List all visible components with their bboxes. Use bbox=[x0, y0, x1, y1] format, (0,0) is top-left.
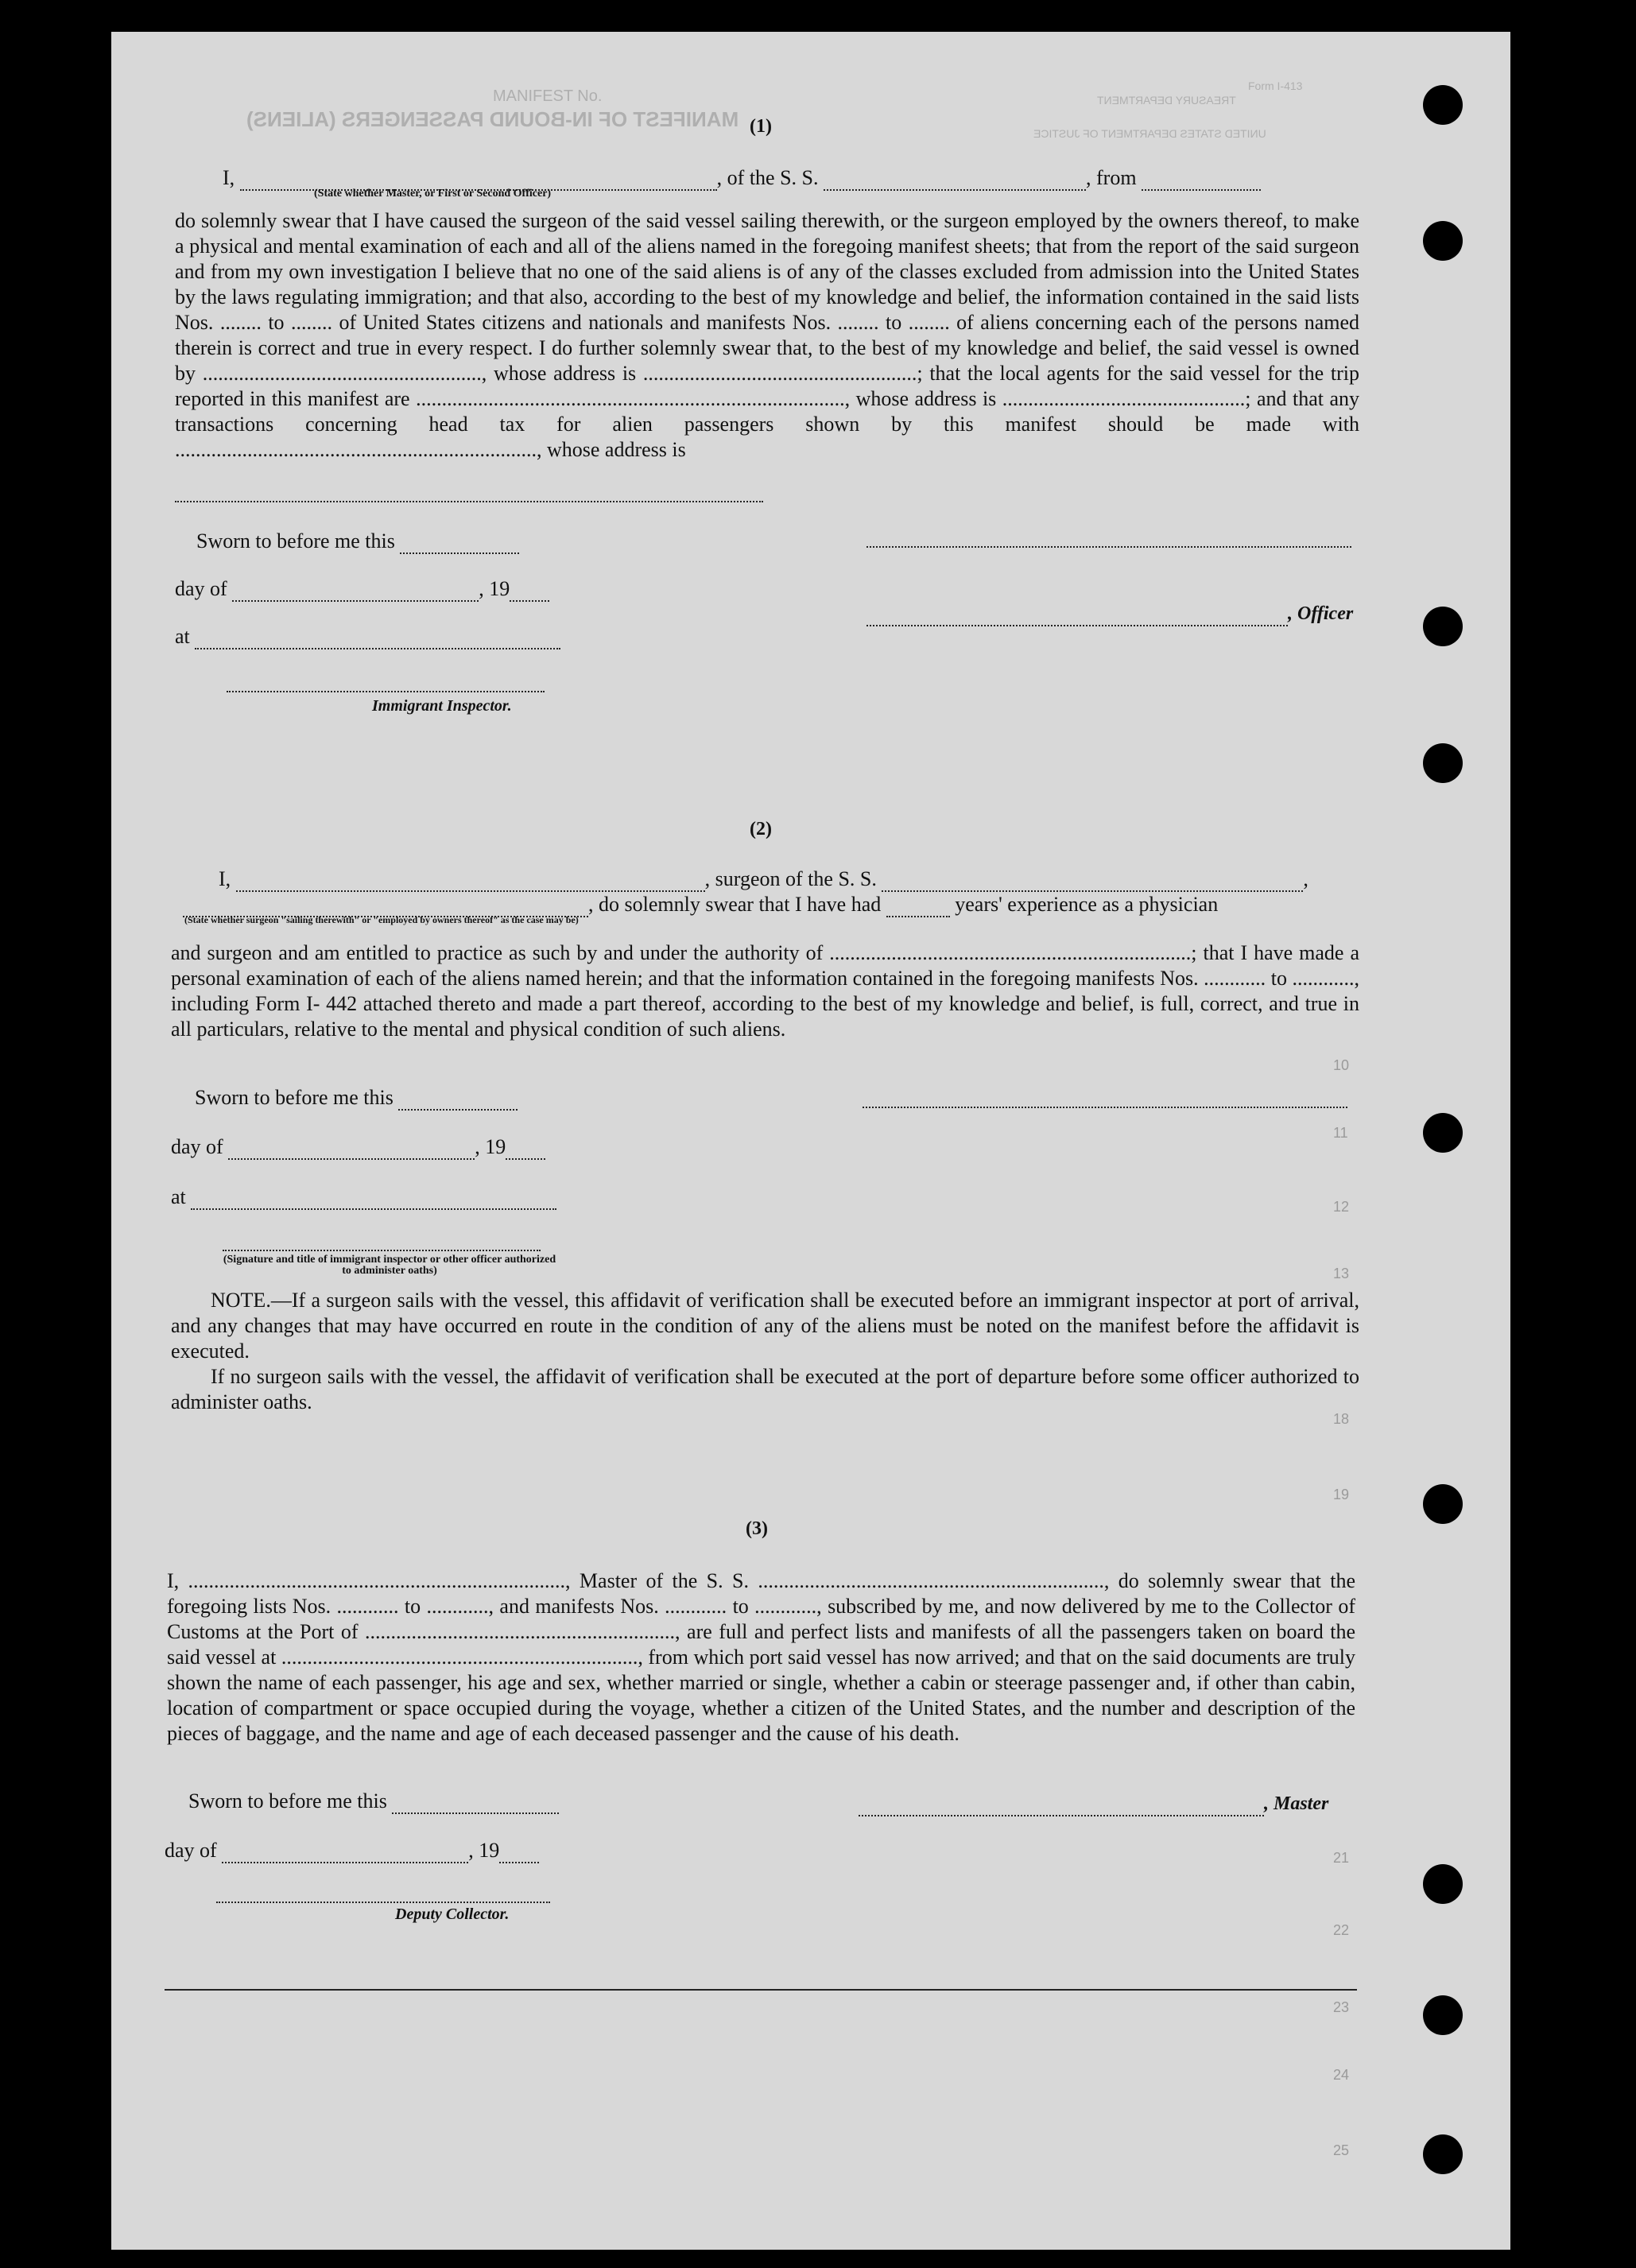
section-2-paragraph: and surgeon and am entitled to practice as such by and under the authority of ......................................................................; that I have made a personal examination of each of the aliens named herein; and that the information contained in the foregoing manifests Nos. ............ to ............, including Form I- 442 attached thereto and made a part thereof, according to the best of my knowledge and belief, is full, correct, and true in all particulars, relative to the mental and physical condition of such aliens. bbox=[171, 941, 1359, 1041]
section-3-number: (3) bbox=[746, 1518, 768, 1539]
s2-note-2: If no surgeon sails with the vessel, the affidavit of verification shall be executed at the port of departure before some officer authorized to administer oaths. bbox=[171, 1365, 1359, 1413]
binder-hole bbox=[1423, 1484, 1463, 1524]
bottom-rule bbox=[165, 1989, 1357, 1991]
s2-day-of: day of , 19 bbox=[171, 1134, 545, 1160]
s1-inspector-label: Immigrant Inspector. bbox=[372, 697, 512, 715]
s2-sworn: Sworn to before me this bbox=[195, 1085, 518, 1111]
s1-officer: , Officer bbox=[866, 600, 1353, 626]
s1-signature-line bbox=[866, 545, 1351, 548]
binder-hole bbox=[1423, 1864, 1463, 1904]
binder-hole bbox=[1423, 2134, 1463, 2174]
s1-from: , from bbox=[1086, 166, 1137, 189]
section-1-address-line bbox=[175, 499, 763, 502]
s3-sworn: Sworn to before me this bbox=[188, 1789, 559, 1814]
s3-day-of: day of , 19 bbox=[165, 1838, 539, 1863]
binder-hole bbox=[1423, 221, 1463, 261]
s3-deputy-label: Deputy Collector. bbox=[395, 1906, 510, 1923]
s1-inspector-line bbox=[227, 689, 545, 692]
s1-i: I, bbox=[223, 166, 235, 189]
binder-hole bbox=[1423, 607, 1463, 646]
justice-label: UNITED STATES DEPARTMENT OF JUSTICE bbox=[1033, 127, 1266, 140]
row-number: 23 bbox=[1333, 1999, 1350, 2015]
department-label: TREASURY DEPARTMENT bbox=[1097, 94, 1236, 107]
row-number: 12 bbox=[1333, 1199, 1350, 1215]
s3-master: , Master bbox=[859, 1790, 1328, 1816]
binder-hole bbox=[1423, 1113, 1463, 1153]
row-number: 19 bbox=[1333, 1487, 1350, 1502]
section-1-paragraph: do solemnly swear that I have caused the surgeon of the said vessel sailing therewith, or the surgeon employed by the owners thereof, to make a physical and mental examination of each and all of the aliens named in the foregoing manifest sheets; that from the report of the said surgeon and from my own investigation I believe that no one of the said aliens is of any of the classes excluded from admission into the United States by the laws regulating immigration; and that also, according to the best of my knowledge and belief, the information contained in the said lists Nos. ........ to ........ of United States citizens and nationals and manifests Nos. ........ to ........ of aliens concerning each of the persons named therein is correct and true in every respect. I do further solemnly swear that, to the best of my knowledge and belief, the said vessel is owned by ......................................................, whose address is .....................................................; that the local agents for the said vessel for the trip reported in this manifest are ..................................................................................., whose address is ...............................................; and that any transactions concerning head tax for alien passengers shown by this manifest should be made with ......................................................................, whose address is bbox=[175, 209, 1359, 461]
s2-note-1: NOTE.—If a surgeon sails with the vessel, this affidavit of verification shall be executed before an immigrant inspector at port of arrival, and any changes that may have occurred en route in the condition of any of the aliens must be noted on the manifest before the affidavit is executed. bbox=[171, 1289, 1359, 1363]
row-number: 22 bbox=[1333, 1922, 1350, 1938]
s2-at: at bbox=[171, 1184, 556, 1210]
s2-sig-line bbox=[223, 1248, 541, 1251]
s1-sworn: Sworn to before me this bbox=[196, 529, 519, 554]
s1-day-of: day of , 19 bbox=[175, 576, 549, 602]
manifest-number-label: MANIFEST No. bbox=[493, 87, 603, 105]
mirrored-title: MANIFEST OF IN-BOUND PASSENGERS (ALIENS) bbox=[246, 107, 739, 131]
row-number: 13 bbox=[1333, 1266, 1350, 1281]
binder-hole bbox=[1423, 1995, 1463, 2035]
row-number: 10 bbox=[1333, 1057, 1350, 1073]
s2-signature-line bbox=[863, 1105, 1347, 1108]
section-2-line2: , do solemnly swear that I have had years' experience as a physician bbox=[183, 892, 1367, 917]
row-number: 25 bbox=[1333, 2142, 1350, 2158]
form-number: Form I-413 bbox=[1248, 79, 1303, 92]
section-2-number: (2) bbox=[750, 819, 772, 839]
s1-at: at bbox=[175, 624, 560, 649]
row-number: 11 bbox=[1333, 1125, 1348, 1141]
section-3-paragraph: I, ........................................................................., Master of the S. S. ..................................................................., do solemnly swear that the foregoing lists Nos. ............ to ............, and manifests Nos. ............ to ............, subscribed by me, and now delivered by me to the Collector of Customs at the Port of ............................................................, are full and perfect lists and manifests of all the passengers taken on board the said vessel at ....................................................................., from which port said vessel has now arrived; and that on the said documents are truly shown the name of each passenger, his age and sex, whether married or single, whether a cabin or steerage passenger and, if other than cabin, location of compartment or space occupied during the voyage, whether a citizen of the United States, and the number and description of the pieces of baggage, and the name and age of each deceased passenger and the cause of his death. bbox=[167, 1569, 1355, 1745]
section-2-caption: (State whether surgeon "sailing therewith" or "employed by owners thereof" as the case may be) bbox=[184, 914, 579, 925]
row-number: 21 bbox=[1333, 1850, 1350, 1866]
s1-of-ss: , of the S. S. bbox=[716, 166, 819, 189]
row-number: 24 bbox=[1333, 2067, 1350, 2083]
section-1-number: (1) bbox=[750, 116, 772, 137]
row-number: 18 bbox=[1333, 1411, 1350, 1427]
s3-deputy-line bbox=[216, 1900, 550, 1903]
binder-hole bbox=[1423, 743, 1463, 783]
section-2-line1: I, , surgeon of the S. S. , bbox=[219, 867, 1308, 890]
section-1-caption: (State whether Master, or First or Second Officer) bbox=[314, 188, 552, 200]
binder-hole bbox=[1423, 85, 1463, 125]
s2-sig-caption: (Signature and title of immigrant inspector or other officer authorized to administer oaths) bbox=[223, 1254, 556, 1277]
